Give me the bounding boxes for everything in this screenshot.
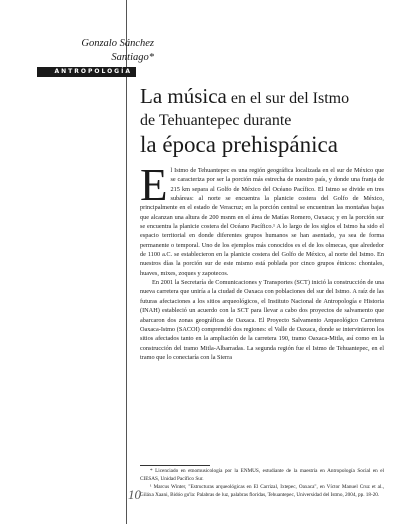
footnotes xyxy=(140,467,384,499)
title-line-1 xyxy=(140,84,390,111)
drop-cap: E xyxy=(140,160,168,210)
body-paragraph-1 xyxy=(140,160,384,278)
author-name-line2: Santiago* xyxy=(111,52,154,63)
footnote-1: * Licenciado en etnomusicología por la ENMUS, estudiante de la maestría en Antropología Social en el CIESAS, Unidad Pacífico Sur. xyxy=(140,468,384,482)
author-byline xyxy=(62,37,154,65)
article-body xyxy=(140,160,384,362)
footnote-rule xyxy=(140,465,210,466)
article-title xyxy=(140,84,390,158)
title-line-2: de Tehuantepec durante xyxy=(140,112,292,129)
title-line-1-large: La música xyxy=(140,84,227,108)
footnote-2: ¹ Marcus Winter, "Estructuras arqueológicas en El Carrizal, Ixtepec, Oaxaca", en Víctor Manuel Cruz et al., Giláxa Xaani, Bidóo gu'la: Palabras de luz, palabras floridas, Tehuantepec, Universidad del Istmo, 2004, pp. 18-20. xyxy=(140,484,384,498)
page-number: 10 xyxy=(128,487,141,502)
author-name-line1: Gonzalo Sánchez xyxy=(81,38,154,49)
title-line-3: la época prehispánica xyxy=(140,132,338,157)
title-line-1-small: en el sur del Istmo xyxy=(226,90,350,107)
body-paragraph-2: En 2001 la Secretaría de Comunicaciones y Transportes (SCT) inició la construcción de una nueva carretera que uniría a la ciudad de Oaxaca con poblaciones del sur del Istmo. A raíz de las futuras afectaciones a los sitios arqueológicos, el Instituto Nacional de Antropología e Historia (INAH) estableció un acuerdo con la SCT para llevar a cabo dos proyectos de salvamento que abarcaron dos zonas geográficas de Oaxaca. El Proyecto Salvamento Arqueológico Carretera Oaxaca-Istmo (SACOI) comprendió dos regiones: el Valle de Oaxaca, donde se intervinieron los sitios afectados tanto en la ampliación de la carretera 190, tramo Oaxaca-Mitla, así como en la construcción del tramo Mitla-Albarradas. La segunda región fue el Istmo de Tehuantepec, en el tramo que lo conectaría con la Sierra xyxy=(140,279,384,361)
margin-rule xyxy=(126,0,127,524)
body-paragraph-1-text: l Istmo de Tehuantepec es una región geográfica localizada en el sur de México que se caracteriza por ser la porción más estrecha de nuestro país, y donde una franja de 215 km separa al Golfo de México del Océano Pacífico. El Istmo se divide en tres subáreas: al norte se encuentra la planicie costera del Golfo de México, principalmente en el estado de Veracruz; en la porción central se encuentran las montañas bajas que alcanzan una altura de 200 msnm en el área de Matías Romero, Oaxaca; y en la porción sur se encuentra la planicie costera del Océano Pacífico.¹ A lo largo de los siglos el Istmo ha sido el espacio territorial en donde diferentes grupos humanos se han asentado, ya sea de forma permanente o temporal. Uno de los ejemplos más conocidos es el de los olmecas, que alrededor de 1100 a.C. se establecieron en la planicie costera del Golfo de México, al norte del Istmo. En nuestros días la porción sur de este mismo está poblada por cinco grupos étnicos: chontales, huaves, mixes, zoques y zapotecos. xyxy=(140,167,384,277)
section-label: ANTROPOLOGÍA xyxy=(37,67,136,77)
